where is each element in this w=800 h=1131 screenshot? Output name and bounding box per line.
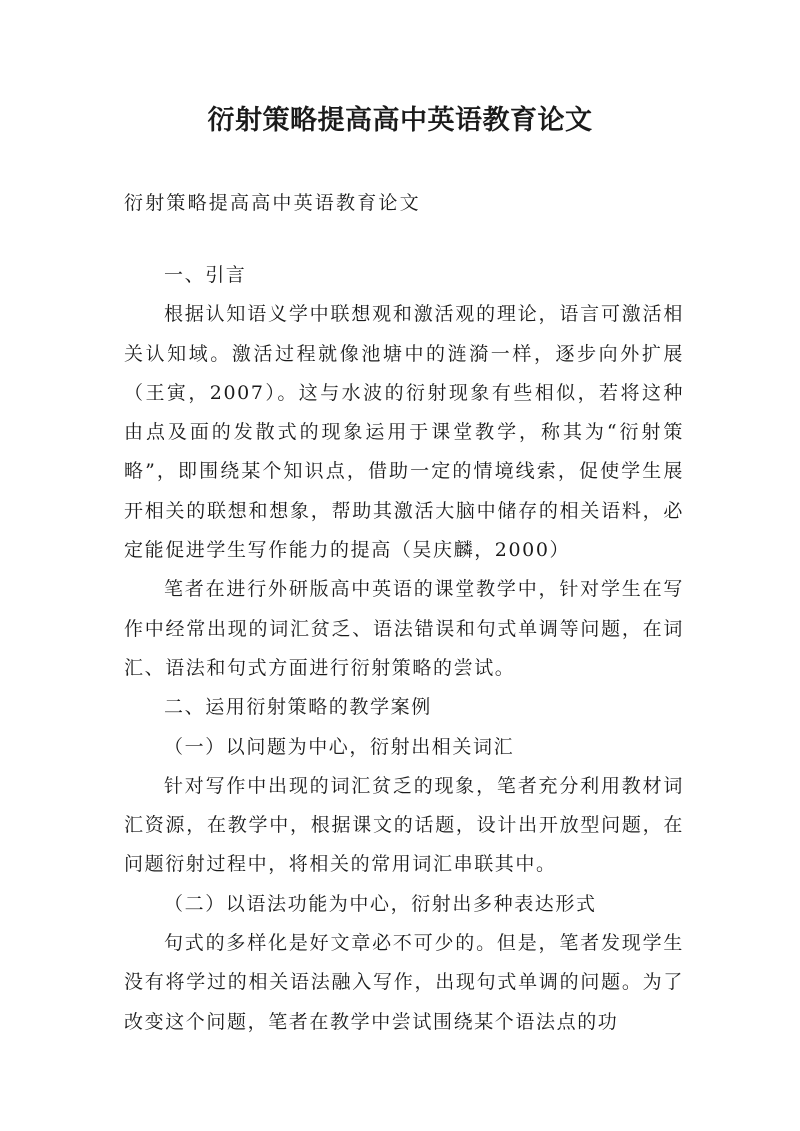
paragraph: 句式的多样化是好文章必不可少的。但是，笔者发现学生没有将学过的相关语法融入写作，出现句式单调的问题。为了改变这个问题，笔者在教学中尝试围绕某个语法点的功 bbox=[124, 932, 684, 1033]
section-heading-introduction: 一、引言 bbox=[164, 264, 247, 286]
paragraph: 针对写作中出现的词汇贫乏的现象，笔者充分利用教材词汇资源，在教学中，根据课文的话题，设计出开放型问题，在问题衍射过程中，将相关的常用词汇串联其中。 bbox=[124, 774, 684, 876]
document-title: 衍射策略提高高中英语教育论文 bbox=[207, 105, 593, 136]
document-body bbox=[124, 256, 684, 1042]
section-heading-teaching-cases: 二、运用衍射策略的教学案例 bbox=[164, 696, 432, 719]
subsection-heading-grammar: （二）以语法功能为中心，衍射出多种表达形式 bbox=[164, 892, 597, 915]
subsection-heading-vocabulary: （一）以问题为中心，衍射出相关词汇 bbox=[164, 735, 515, 758]
paragraph: 根据认知语义学中联想观和激活观的理论，语言可激活相关认知域。激活过程就像池塘中的涟漪一样，逐步向外扩展（王寅，2007）。这与水波的衍射现象有些相似，若将这种由点及面的发散式的现象运用于课堂教学，称其为“衍射策略”，即围绕某个知识点，借助一定的情境线索，促使学生展开相关的联想和想象，帮助其激活大脑中储存的相关语料，必定能促进学生写作能力的提高（吴庆麟，2000） bbox=[124, 303, 684, 562]
document-subtitle: 衍射策略提高高中英语教育论文 bbox=[124, 192, 421, 214]
paragraph: 笔者在进行外研版高中英语的课堂教学中，针对学生在写作中经常出现的词汇贫乏、语法错误和句式单调等问题，在词汇、语法和句式方面进行衍射策略的尝试。 bbox=[124, 578, 684, 679]
